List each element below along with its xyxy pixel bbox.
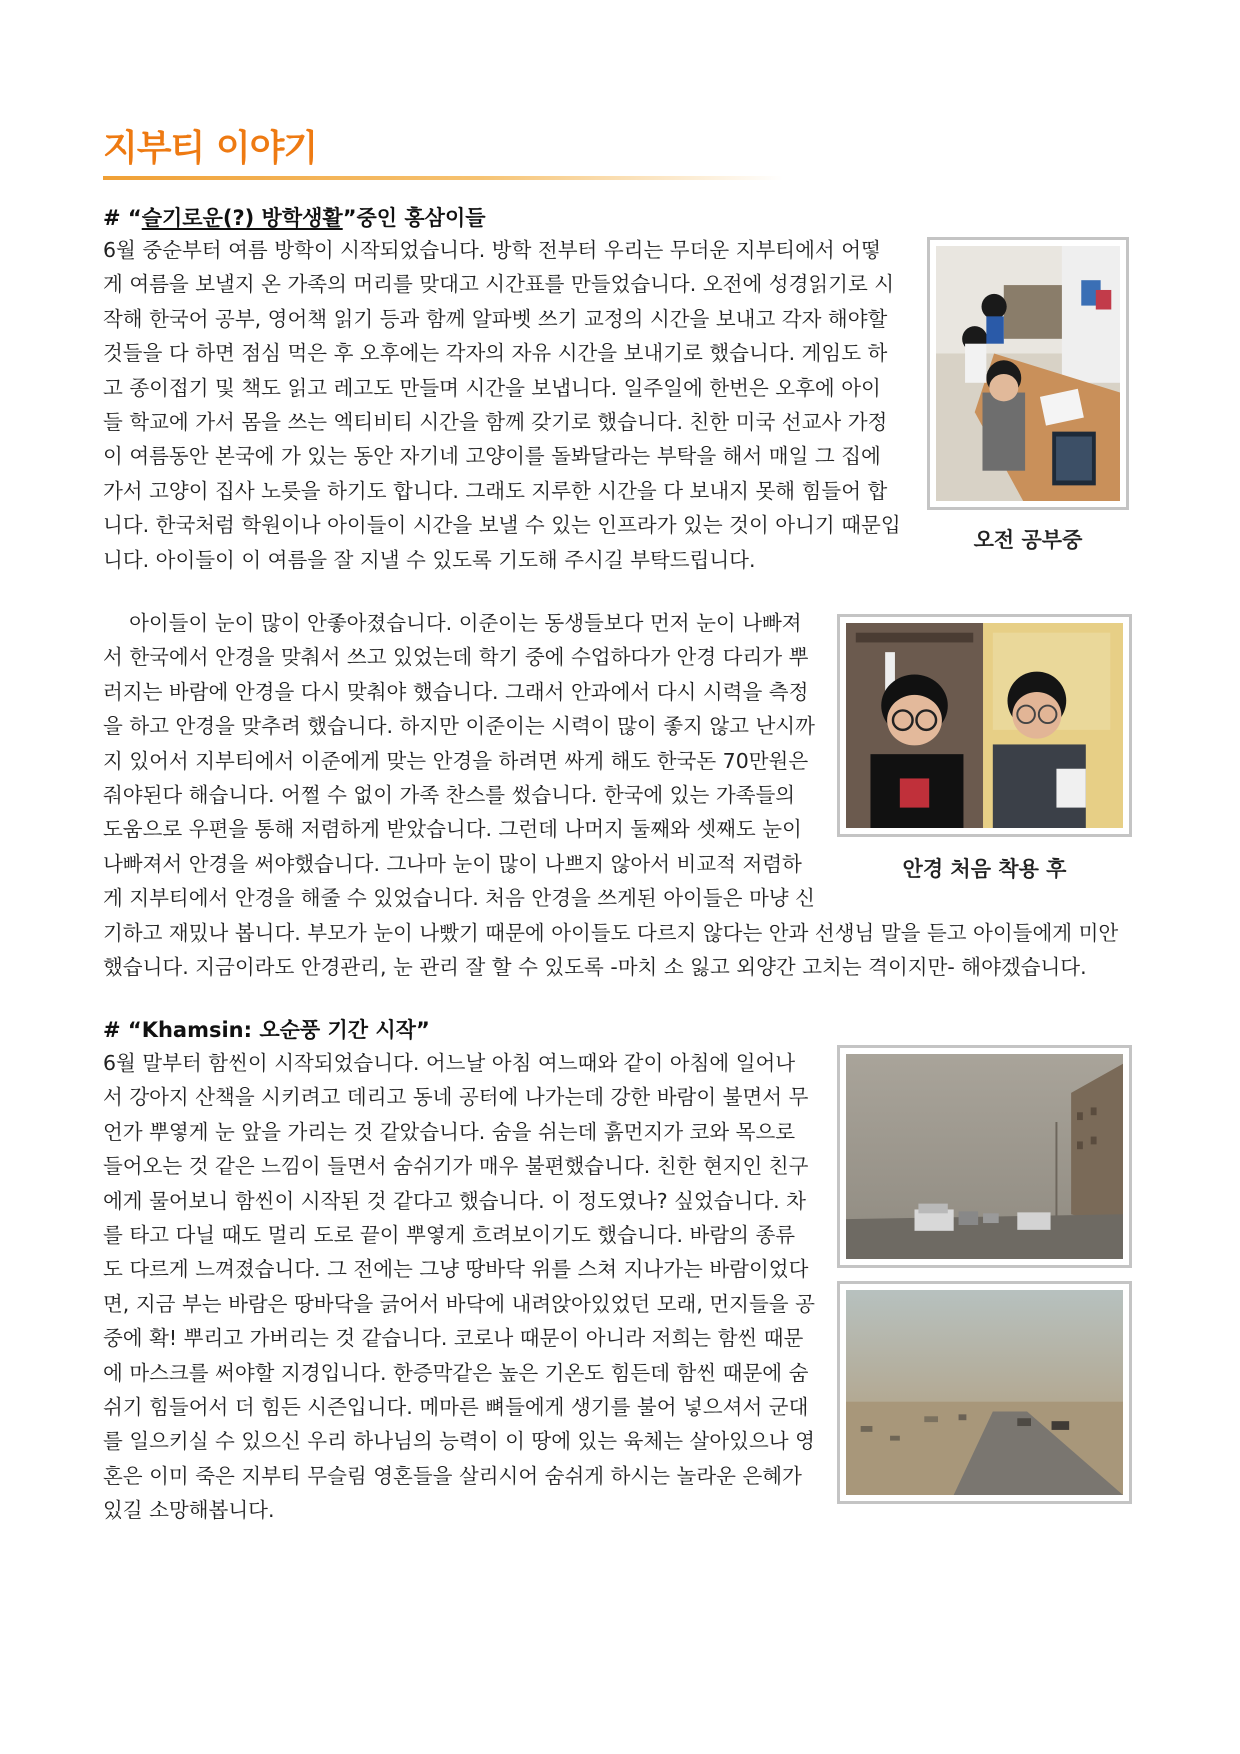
section2-paragraph-line: 언가 뿌옇게 눈 앞을 가리는 것 같았습니다. 숨을 쉬는데 흙먼지가 코와 목으로 [103, 1119, 796, 1144]
section2-paragraph-line: 면, 지금 부는 바람은 땅바닥을 긁어서 바닥에 내려앉아있었던 모래, 먼지들을 공 [103, 1291, 815, 1316]
section2-paragraph-line: 쉬기 힘들어서 더 힘든 시즌입니다. 메마른 뼈들에게 생기를 불어 넣으셔서 군대 [103, 1395, 809, 1420]
section1-paragraph1-line: 들 학교에 가서 몸을 쓰는 엑티비티 시간을 함께 갖기로 했습니다. 친한 미국 선교사 가정 [103, 410, 888, 435]
section1-paragraph2-line: 아이들이 눈이 많이 안좋아졌습니다. 이준이는 동생들보다 먼저 눈이 나빠져 [103, 611, 802, 635]
photo-glasses-caption: 안경 처음 착용 후 [902, 857, 1067, 881]
section2-paragraph [103, 1046, 815, 1528]
section1-paragraph1 [103, 233, 901, 577]
section1-paragraph1-line: 작해 한국어 공부, 영어책 읽기 등과 함께 알파벳 쓰기 교정의 시간을 보내고 각자 해야할 [103, 306, 888, 331]
section1-paragraph2-continued-line: 기하고 재밌나 봅니다. 부모가 눈이 나빴기 때문에 아이들도 다르지 않다는 안과 선생님 말을 듣고 아이들에게 미안 [103, 921, 1119, 945]
photo-glasses [837, 614, 1132, 837]
section2-paragraph-line: 에 마스크를 써야할 지경입니다. 한증막같은 높은 기온도 힘든데 함씬 때문에 숨 [103, 1360, 809, 1385]
photo-khamsin-road [837, 1045, 1132, 1268]
section1-paragraph2-line: 을 하고 안경을 맞추려 했습니다. 하지만 이준이는 시력이 많이 좋지 않고 난시까 [103, 714, 815, 739]
section1-paragraph2-line: 러지는 바람에 안경을 다시 맞춰야 했습니다. 그래서 안과에서 다시 시력을 측정 [103, 679, 809, 704]
section1-paragraph2-line: 지 있어서 지부티에서 이준에게 맞는 안경을 하려면 싸게 해도 한국돈 70만원은 [103, 748, 809, 773]
section1-heading-underlined: 슬기로운(?) 방학생활 [141, 206, 343, 230]
section1-paragraph1-line: 고 종이접기 및 책도 읽고 레고도 만들며 시간을 보냅니다. 일주일에 한번은 오후에 아이 [103, 375, 881, 400]
section1-paragraph1-line: 게 여름을 보낼지 온 가족의 머리를 맞대고 시간표를 만들었습니다. 오전에 성경읽기로 시 [103, 272, 895, 297]
section2-paragraph-line: 있길 소망해봅니다. [103, 1498, 275, 1523]
section2-paragraph-line: 혼은 이미 죽은 지부티 무슬림 영혼들을 살리시어 숨쉬게 하시는 놀라운 은혜가 [103, 1463, 802, 1488]
section2-paragraph-line: 6월 말부터 함씬이 시작되었습니다. 어느날 아침 여느때와 같이 아침에 일어나 [103, 1051, 796, 1075]
section1-paragraph2-line: 줘야된다 해습니다. 어쩔 수 없이 가족 찬스를 썼습니다. 한국에 있는 가족들의 [103, 783, 796, 808]
khamsin-road-photo-image [846, 1054, 1123, 1259]
section2-paragraph-line: 서 강아지 산책을 시키려고 데리고 동네 공터에 나가는데 강한 바람이 불면서 무 [103, 1085, 809, 1110]
section1-paragraph2-line: 도움으로 우편을 통해 저렴하게 받았습니다. 그런데 나머지 둘째와 셋째도 눈이 [103, 817, 802, 842]
section1-paragraph2-continued [103, 916, 1133, 985]
photo-sandstorm-highway [837, 1281, 1132, 1504]
photo-morning-study [927, 237, 1129, 510]
section1-paragraph2 [103, 606, 815, 916]
section1-paragraph2-line: 나빠져서 안경을 써야했습니다. 그나마 눈이 많이 나쁘지 않아서 비교적 저렴하 [103, 851, 802, 876]
section2-paragraph-line: 중에 확! 뿌리고 가버리는 것 같습니다. 코로나 때문이 아니라 저희는 함씬 때문 [103, 1326, 804, 1351]
section2-heading: # “Khamsin: 오순풍 기간 시작” [103, 1018, 430, 1042]
study-photo-image [936, 246, 1120, 501]
section1-paragraph1-line: 가서 고양이 집사 노릇을 하기도 합니다. 그래도 지루한 시간을 다 보내지 못해 힘들어 합 [103, 478, 888, 503]
section1-paragraph1-line: 이 여름동안 본국에 가 있는 동안 자기네 고양이를 돌봐달라는 부탁을 해서 매일 그 집에 [103, 444, 881, 469]
section1-paragraph2-continued-line: 했습니다. 지금이라도 안경관리, 눈 관리 잘 할 수 있도록 -마치 소 잃고 외양간 고치는 격이지만- 해야겠습니다. [103, 955, 1087, 980]
section2-paragraph-line: 들어오는 것 같은 느낌이 들면서 숨쉬기가 매우 불편했습니다. 친한 현지인 친구 [103, 1154, 809, 1179]
section1-heading-suffix: ”중인 홍삼이들 [342, 206, 486, 230]
section1-paragraph2-line: 서 한국에서 안경을 맞춰서 쓰고 있었는데 학기 중에 수업하다가 안경 다리가 뿌 [103, 645, 809, 670]
page-title: 지부티 이야기 [103, 128, 318, 169]
sandstorm-highway-photo-image [846, 1290, 1123, 1495]
section1-paragraph1-line: 니다. 아이들이 이 여름을 잘 지낼 수 있도록 기도해 주시길 부탁드립니다. [103, 547, 756, 572]
section1-paragraph2-line: 게 지부티에서 안경을 해줄 수 있었습니다. 처음 안경을 쓰게된 아이들은 마냥 신 [103, 886, 815, 911]
section1-paragraph1-line: 것들을 다 하면 점심 먹은 후 오후에는 각자의 자유 시간을 보내기로 했습니다. 게임도 하 [103, 341, 888, 366]
title-underline-rule [103, 176, 783, 180]
section2-paragraph-line: 도 다르게 느껴졌습니다. 그 전에는 그냥 땅바닥 위를 스쳐 지나가는 바람이었다 [103, 1257, 809, 1282]
glasses-photo-image [846, 623, 1123, 828]
section1-paragraph1-line: 니다. 한국처럼 학원이나 아이들이 시간을 보낼 수 있는 인프라가 있는 것이 아니기 때문입 [103, 513, 901, 538]
section2-paragraph-line: 를 일으키실 수 있으신 우리 하나님의 능력이 이 땅에 있는 육체는 살아있으나 영 [103, 1429, 815, 1454]
section1-paragraph1-line: 6월 중순부터 여름 방학이 시작되었습니다. 방학 전부터 우리는 무더운 지부티에서 어떻 [103, 238, 881, 262]
photo-morning-study-caption: 오전 공부중 [973, 528, 1083, 552]
section1-heading [103, 202, 486, 232]
section2-paragraph-line: 를 타고 다닐 때도 멀리 도로 끝이 뿌옇게 흐려보이기도 했습니다. 바람의 종류 [103, 1223, 796, 1248]
section2-paragraph-line: 에게 물어보니 함씬이 시작된 것 같다고 했습니다. 이 정도였나? 싶었습니다. 차 [103, 1188, 806, 1213]
section1-heading-prefix: # “ [103, 206, 142, 230]
